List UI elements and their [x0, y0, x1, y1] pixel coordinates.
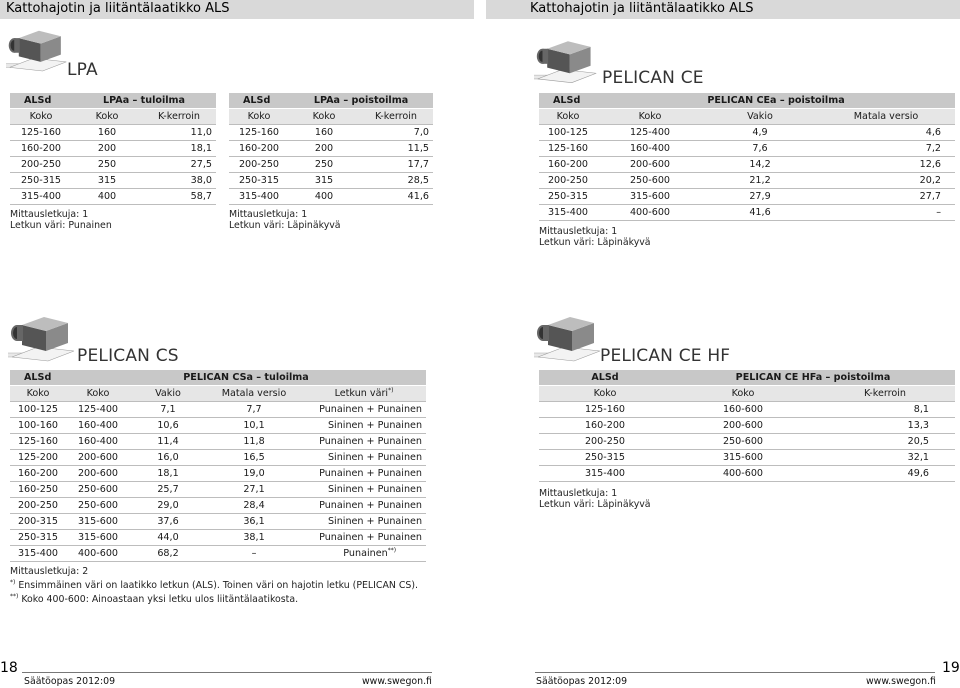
cell: 12,6 — [817, 157, 955, 173]
cell: Sininen + Punainen — [302, 450, 426, 466]
cell: 315-600 — [597, 189, 703, 205]
cell: 400-600 — [66, 546, 130, 562]
table-row — [10, 125, 216, 141]
left-header-bar — [0, 0, 474, 19]
cell: 160-250 — [10, 482, 66, 498]
note-line: Letkun väri: Läpinäkyvä — [539, 237, 651, 248]
column-header: Koko — [597, 109, 703, 125]
cell: 315-400 — [539, 205, 597, 221]
column-header-text: Letkun väri — [334, 388, 389, 400]
table-row — [539, 189, 955, 205]
cell: 250-315 — [10, 173, 72, 189]
cell: 200-600 — [597, 157, 703, 173]
cell: 315-600 — [66, 530, 130, 546]
table-row — [229, 141, 433, 157]
footnote-mark: *) — [10, 579, 16, 586]
cell: Sininen + Punainen — [302, 514, 426, 530]
cell: 100-125 — [539, 125, 597, 141]
cell: 400 — [289, 189, 359, 205]
cell: 27,5 — [142, 157, 216, 173]
cell: 200 — [72, 141, 142, 157]
cell: 315-400 — [10, 189, 72, 205]
cell: 160-200 — [229, 141, 289, 157]
table-header: ALSd — [10, 93, 72, 109]
table-header: ALSd — [539, 93, 597, 109]
cell: – — [817, 205, 955, 221]
cell: 17,7 — [359, 157, 433, 173]
table-row — [229, 173, 433, 189]
table-row — [539, 418, 955, 434]
column-header: Koko — [539, 109, 597, 125]
cell: 100-160 — [10, 418, 66, 434]
note-line: Letkun väri: Läpinäkyvä — [539, 499, 651, 510]
table-header: LPAa – tuloilma — [72, 93, 216, 109]
cell: 18,1 — [130, 466, 206, 482]
pelican-ce-hf-device-icon — [534, 312, 604, 364]
cell: 315-600 — [671, 450, 815, 466]
cell: 4,9 — [703, 125, 817, 141]
cell: 25,7 — [130, 482, 206, 498]
table-row — [539, 466, 955, 482]
cell: 400 — [72, 189, 142, 205]
left-header-title: Kattohajotin ja liitäntälaatikko ALS — [6, 1, 230, 16]
cell: 41,6 — [703, 205, 817, 221]
note-line: Letkun väri: Läpinäkyvä — [229, 220, 341, 231]
cell: Punainen + Punainen — [302, 530, 426, 546]
cell: 400-600 — [597, 205, 703, 221]
footnote-1 — [10, 577, 418, 591]
cell: 27,1 — [206, 482, 302, 498]
column-header: Matala versio — [206, 386, 302, 402]
cell: 200 — [289, 141, 359, 157]
cell: 36,1 — [206, 514, 302, 530]
note-line: Mittausletkuja: 1 — [539, 226, 618, 237]
cell: 13,3 — [815, 418, 955, 434]
table-row — [539, 450, 955, 466]
cell: 200-250 — [539, 434, 671, 450]
cell: 250-315 — [229, 173, 289, 189]
cell: 4,6 — [817, 125, 955, 141]
table-row — [10, 514, 426, 530]
table-row — [10, 530, 426, 546]
cell: 160-400 — [66, 434, 130, 450]
cell: 19,0 — [206, 466, 302, 482]
table-row — [10, 434, 426, 450]
table-row — [10, 418, 426, 434]
table-row — [10, 482, 426, 498]
cell: 125-160 — [539, 402, 671, 418]
left-footer-rule — [22, 672, 432, 673]
cell: 7,2 — [817, 141, 955, 157]
column-header: Koko — [10, 109, 72, 125]
cell: 32,1 — [815, 450, 955, 466]
table-header: ALSd — [539, 370, 671, 386]
cell: 7,1 — [130, 402, 206, 418]
table-row — [229, 125, 433, 141]
cell: 27,7 — [817, 189, 955, 205]
cell: 16,5 — [206, 450, 302, 466]
cell: 38,1 — [206, 530, 302, 546]
lpa-poistoilma-table — [229, 93, 433, 205]
right-footer-rule — [535, 672, 935, 673]
cell: Sininen + Punainen — [302, 418, 426, 434]
cell: 37,6 — [130, 514, 206, 530]
cell: 8,1 — [815, 402, 955, 418]
pelican-ce-title: PELICAN CE — [602, 68, 704, 88]
note-line: Mittausletkuja: 1 — [539, 488, 618, 499]
lpa-tuloilma-notes — [10, 209, 112, 231]
cell: 20,5 — [815, 434, 955, 450]
cell: 160-400 — [597, 141, 703, 157]
cell: 125-160 — [10, 434, 66, 450]
cell: 250-315 — [539, 450, 671, 466]
cell: 250-315 — [539, 189, 597, 205]
table-row — [539, 173, 955, 189]
cell: 200-250 — [10, 498, 66, 514]
cell: 200-250 — [539, 173, 597, 189]
left-page-number: 18 — [0, 660, 18, 676]
cell: 68,2 — [130, 546, 206, 562]
cell: 18,1 — [142, 141, 216, 157]
cell: 200-600 — [671, 418, 815, 434]
cell: 200-600 — [66, 450, 130, 466]
cell: 41,6 — [359, 189, 433, 205]
cell-text: Punainen — [343, 548, 388, 560]
column-header: K-kerroin — [142, 109, 216, 125]
cell: 160-200 — [539, 418, 671, 434]
cell: 58,7 — [142, 189, 216, 205]
note-line: Mittausletkuja: 1 — [10, 209, 89, 220]
column-header: Koko — [10, 386, 66, 402]
cell: 315 — [289, 173, 359, 189]
cell: 28,5 — [359, 173, 433, 189]
pelican-ce-table — [539, 93, 955, 221]
cell: 315 — [72, 173, 142, 189]
lpa-poistoilma-notes — [229, 209, 341, 231]
cell: 200-600 — [66, 466, 130, 482]
pelican-ce-notes — [539, 226, 651, 248]
lpa-device-icon — [6, 26, 70, 74]
column-header: K-kerroin — [359, 109, 433, 125]
cell: 200-250 — [229, 157, 289, 173]
cell: 7,6 — [703, 141, 817, 157]
cell: 250-600 — [66, 498, 130, 514]
lpa-tuloilma-table — [10, 93, 216, 205]
right-header-title: Kattohajotin ja liitäntälaatikko ALS — [530, 1, 754, 16]
pelican-cs-table — [10, 370, 426, 562]
cell: Punainen + Punainen — [302, 466, 426, 482]
note-line: Mittausletkuja: 1 — [229, 209, 308, 220]
cell: 27,9 — [703, 189, 817, 205]
cell: Punainen + Punainen — [302, 498, 426, 514]
cell: 11,8 — [206, 434, 302, 450]
cell: 49,6 — [815, 466, 955, 482]
cell: 11,5 — [359, 141, 433, 157]
column-header: Koko — [671, 386, 815, 402]
right-page-number: 19 — [942, 660, 960, 676]
cell: 11,4 — [130, 434, 206, 450]
cell: 125-160 — [539, 141, 597, 157]
table-row — [10, 466, 426, 482]
table-header: ALSd — [10, 370, 66, 386]
table-row — [539, 402, 955, 418]
cell: 160-200 — [539, 157, 597, 173]
table-row — [539, 141, 955, 157]
cell: 10,6 — [130, 418, 206, 434]
cell: 160-200 — [10, 141, 72, 157]
right-footer-publication: Säätöopas 2012:09 — [536, 676, 628, 687]
column-header: Koko — [539, 386, 671, 402]
cell: 7,7 — [206, 402, 302, 418]
footnote-2 — [10, 591, 418, 605]
cell: 160 — [72, 125, 142, 141]
cell: 11,0 — [142, 125, 216, 141]
cell: 125-160 — [229, 125, 289, 141]
cell: 125-160 — [10, 125, 72, 141]
footnote-mark: *) — [388, 387, 394, 395]
cell: 400-600 — [671, 466, 815, 482]
cell: 160 — [289, 125, 359, 141]
cell: 10,1 — [206, 418, 302, 434]
table-row — [229, 157, 433, 173]
footnote-text: Koko 400-600: Ainoastaan yksi letku ulos liitäntälaatikosta. — [21, 594, 299, 606]
cell: 21,2 — [703, 173, 817, 189]
right-footer-url: www.swegon.fi — [866, 676, 936, 687]
pelican-ce-hf-notes — [539, 488, 651, 510]
cell: 315-400 — [10, 546, 66, 562]
cell: 250-600 — [66, 482, 130, 498]
pelican-ce-hf-table — [539, 370, 955, 482]
table-row — [10, 157, 216, 173]
cell: 250-315 — [10, 530, 66, 546]
cell: 7,0 — [359, 125, 433, 141]
column-header: Koko — [72, 109, 142, 125]
note-line: Mittausletkuja: 2 — [10, 566, 89, 577]
pelican-cs-title: PELICAN CS — [77, 346, 179, 366]
footnote-mark: **) — [387, 547, 397, 555]
cell: 250-600 — [597, 173, 703, 189]
table-row — [10, 546, 426, 562]
cell: 20,2 — [817, 173, 955, 189]
table-row — [10, 189, 216, 205]
table-row — [10, 173, 216, 189]
table-row — [10, 450, 426, 466]
column-header: K-kerroin — [815, 386, 955, 402]
cell: 125-200 — [10, 450, 66, 466]
table-header: PELICAN CSa – tuloilma — [66, 370, 426, 386]
column-header: Koko — [66, 386, 130, 402]
cell: 315-600 — [66, 514, 130, 530]
cell: 125-400 — [66, 402, 130, 418]
table-row — [10, 498, 426, 514]
column-header: Koko — [289, 109, 359, 125]
pelican-ce-hf-title: PELICAN CE HF — [600, 346, 731, 366]
column-header: Vakio — [703, 109, 817, 125]
column-header: Matala versio — [817, 109, 955, 125]
cell: 100-125 — [10, 402, 66, 418]
right-header-bar — [486, 0, 960, 19]
left-footer-url: www.swegon.fi — [362, 676, 432, 687]
table-row — [539, 157, 955, 173]
footnote-text: Ensimmäinen väri on laatikko letkun (ALS). Toinen väri on hajotin letku (PELICAN CS). — [18, 580, 418, 592]
note-line: Letkun väri: Punainen — [10, 220, 112, 231]
table-row — [229, 189, 433, 205]
cell: 315-400 — [229, 189, 289, 205]
left-footer-publication: Säätöopas 2012:09 — [24, 676, 116, 687]
cell: 29,0 — [130, 498, 206, 514]
pelican-ce-device-icon — [534, 36, 600, 86]
pelican-cs-device-icon — [8, 312, 78, 364]
cell: 200-250 — [10, 157, 72, 173]
lpa-title: LPA — [67, 60, 98, 80]
table-header: PELICAN CEa – poistoilma — [597, 93, 955, 109]
table-header: LPAa – poistoilma — [289, 93, 433, 109]
cell: 250 — [289, 157, 359, 173]
cell: 160-200 — [10, 466, 66, 482]
column-header: Vakio — [130, 386, 206, 402]
cell: – — [206, 546, 302, 562]
cell: 200-315 — [10, 514, 66, 530]
cell: 38,0 — [142, 173, 216, 189]
cell — [302, 546, 426, 562]
column-header: Koko — [229, 109, 289, 125]
cell: 16,0 — [130, 450, 206, 466]
cell: 14,2 — [703, 157, 817, 173]
cell: Punainen + Punainen — [302, 434, 426, 450]
table-row — [539, 205, 955, 221]
cell: 315-400 — [539, 466, 671, 482]
table-row — [539, 434, 955, 450]
table-row — [539, 125, 955, 141]
cell: 250-600 — [671, 434, 815, 450]
column-header — [302, 386, 426, 402]
cell: 160-400 — [66, 418, 130, 434]
table-header: ALSd — [229, 93, 289, 109]
cell: 250 — [72, 157, 142, 173]
footnote-mark: **) — [10, 593, 19, 601]
cell: 28,4 — [206, 498, 302, 514]
table-row — [10, 402, 426, 418]
cell: Sininen + Punainen — [302, 482, 426, 498]
cell: 160-600 — [671, 402, 815, 418]
table-row — [10, 141, 216, 157]
table-header: PELICAN CE HFa – poistoilma — [671, 370, 955, 386]
cell: 44,0 — [130, 530, 206, 546]
pelican-cs-notes — [10, 566, 418, 605]
cell: Punainen + Punainen — [302, 402, 426, 418]
cell: 125-400 — [597, 125, 703, 141]
